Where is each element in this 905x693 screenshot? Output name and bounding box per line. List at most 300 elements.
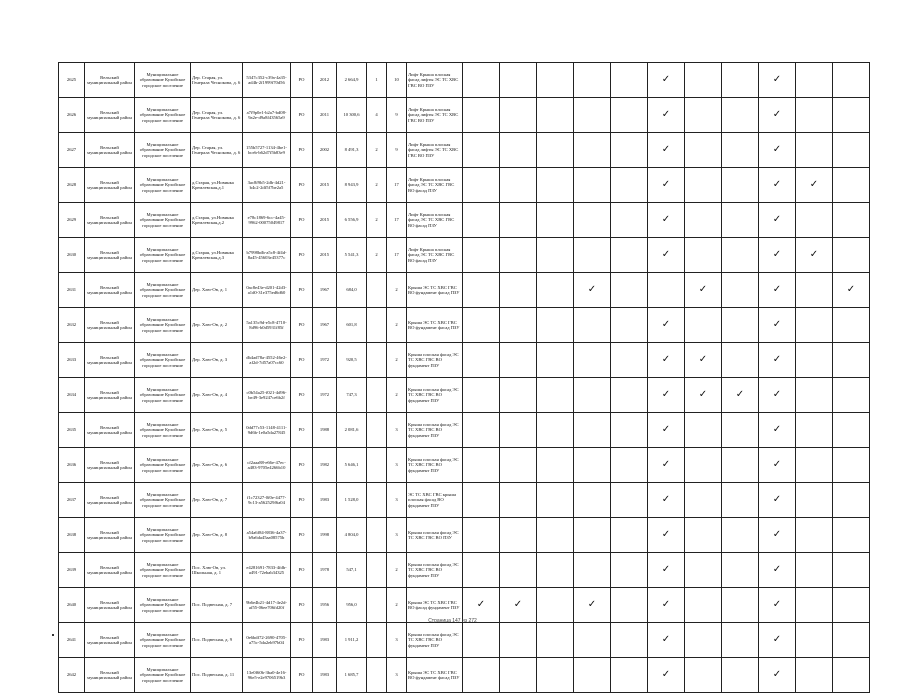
municipal-entity-cell: Муниципальное образование Кулойское городское поселение	[135, 448, 191, 483]
check-cell	[759, 98, 796, 133]
building-guid-cell: 5a135c9d-e5c8-4710-8d96-b0d5931f85f	[243, 308, 291, 343]
checkmark-icon: ✓	[772, 459, 782, 470]
apartment-count-cell: 3	[387, 518, 407, 553]
check-cell	[685, 658, 722, 693]
check-cell	[722, 553, 759, 588]
check-cell	[722, 518, 759, 553]
building-type-cell: PO	[291, 168, 313, 203]
check-cell	[833, 133, 870, 168]
total-area-cell: 2 081,6	[337, 413, 367, 448]
floor-count-cell: 2	[367, 133, 387, 168]
building-type-cell: PO	[291, 658, 313, 693]
check-cell	[796, 63, 833, 98]
floor-count-cell	[367, 518, 387, 553]
check-cell	[537, 483, 574, 518]
check-cell	[574, 168, 611, 203]
building-address-cell: Пос. Подвесная, д. 11	[191, 658, 243, 693]
table-row	[59, 168, 870, 203]
building-address-cell: Дер. Хлю-Ов, д. 8	[191, 518, 243, 553]
check-cell	[796, 308, 833, 343]
checkmark-icon: ✓	[513, 599, 523, 610]
building-type-cell: PO	[291, 133, 313, 168]
building-type-cell: PO	[291, 623, 313, 658]
checkmark-icon: ✓	[661, 389, 671, 400]
check-cell	[611, 273, 648, 308]
building-type-cell: PO	[291, 98, 313, 133]
check-cell	[648, 413, 685, 448]
total-area-cell: 920,5	[337, 343, 367, 378]
owner-district-cell: Вельский муниципальный район	[85, 238, 135, 273]
building-type-cell: PO	[291, 413, 313, 448]
build-year-cell: 1983	[313, 658, 337, 693]
apartment-count-cell: 2	[387, 273, 407, 308]
check-cell	[648, 448, 685, 483]
checkmark-icon: ✓	[661, 249, 671, 260]
table-row	[59, 623, 870, 658]
check-cell	[833, 553, 870, 588]
work-types-cell: Крыша плоская фасад ЭС ТС ХВС ГВС ВО фундамент ПЗУ	[407, 343, 463, 378]
check-cell	[463, 343, 500, 378]
work-types-cell: Лифт Крыша плоская фасад ЭС ТС ХВС ГВС ВО фасад ПЗУ	[407, 168, 463, 203]
owner-district-cell: Вельский муниципальный район	[85, 203, 135, 238]
building-type-cell: PO	[291, 273, 313, 308]
check-cell	[611, 98, 648, 133]
check-cell	[463, 413, 500, 448]
row-number-cell: 2639	[59, 553, 85, 588]
check-cell	[833, 238, 870, 273]
checkmark-icon: ✓	[772, 529, 782, 540]
municipal-entity-cell: Муниципальное образование Кулойское городское поселение	[135, 658, 191, 693]
check-cell	[648, 553, 685, 588]
apartment-count-cell: 10	[387, 63, 407, 98]
building-address-cell: Дер. Старая, ул. Генерала Чеснокова, д. 6	[191, 133, 243, 168]
row-number-cell: 2629	[59, 203, 85, 238]
total-area-cell: 5 541,3	[337, 238, 367, 273]
check-cell	[685, 308, 722, 343]
building-type-cell: PO	[291, 483, 313, 518]
check-cell	[611, 63, 648, 98]
check-cell	[759, 133, 796, 168]
municipal-entity-cell: Муниципальное образование Кулойское городское поселение	[135, 343, 191, 378]
floor-count-cell	[367, 413, 387, 448]
work-types-cell: Крыша ЭС ТС ХВС ГВС ВО фундамент фасад ПЗУ	[407, 273, 463, 308]
check-cell	[833, 343, 870, 378]
checkmark-icon: ✓	[661, 74, 671, 85]
municipal-entity-cell: Муниципальное образование Кулойское городское поселение	[135, 483, 191, 518]
row-number-cell: 2638	[59, 518, 85, 553]
floor-count-cell	[367, 448, 387, 483]
check-cell	[500, 483, 537, 518]
check-cell	[463, 658, 500, 693]
checkmark-icon: ✓	[772, 389, 782, 400]
check-cell	[833, 203, 870, 238]
owner-district-cell: Вельский муниципальный район	[85, 483, 135, 518]
check-cell	[796, 553, 833, 588]
check-cell	[685, 413, 722, 448]
check-cell	[648, 203, 685, 238]
building-address-cell: д.Старая, ул.Новинка Кремлевская,д.1	[191, 168, 243, 203]
check-cell	[722, 203, 759, 238]
check-cell	[648, 658, 685, 693]
check-cell	[796, 98, 833, 133]
check-cell	[463, 203, 500, 238]
check-cell	[611, 623, 648, 658]
work-types-cell: Крыша ЭС ТС ХВС ГВС ВО фундамент фасад ПЗУ	[407, 308, 463, 343]
check-cell	[611, 308, 648, 343]
check-cell	[759, 658, 796, 693]
municipal-entity-cell: Муниципальное образование Кулойское городское поселение	[135, 623, 191, 658]
check-cell	[574, 658, 611, 693]
check-cell	[500, 658, 537, 693]
check-cell	[574, 63, 611, 98]
check-cell	[500, 553, 537, 588]
check-cell	[648, 308, 685, 343]
municipal-entity-cell: Муниципальное образование Кулойское городское поселение	[135, 168, 191, 203]
owner-district-cell: Вельский муниципальный район	[85, 308, 135, 343]
check-cell	[796, 378, 833, 413]
check-cell	[537, 623, 574, 658]
check-cell	[833, 483, 870, 518]
checkmark-icon: ✓	[661, 144, 671, 155]
check-cell	[833, 413, 870, 448]
work-types-cell: Крыша плоская фасад ЭС ТС ХВС ГВС ВО фундамент ПЗУ	[407, 623, 463, 658]
build-year-cell: 2015	[313, 238, 337, 273]
building-type-cell: PO	[291, 553, 313, 588]
checkmark-icon: ✓	[661, 354, 671, 365]
check-cell	[537, 448, 574, 483]
total-area-cell: 6 556,9	[337, 203, 367, 238]
work-types-cell: Крыша ЭС ТС ХВС ГВС ВО фундамент фасад ПЗУ	[407, 658, 463, 693]
building-type-cell: PO	[291, 448, 313, 483]
check-cell	[648, 483, 685, 518]
build-year-cell: 1982	[313, 448, 337, 483]
building-type-cell: PO	[291, 343, 313, 378]
check-cell	[611, 448, 648, 483]
check-cell	[574, 238, 611, 273]
checkmark-icon: ✓	[772, 494, 782, 505]
work-types-cell: Крыша плоская фасад ЭС ТС ХВС ГВС ВО фундамент ПЗУ	[407, 378, 463, 413]
checkmark-icon: ✓	[661, 214, 671, 225]
building-guid-cell: db4ad78a-4552-46e2-af2d-7d57a07cc60	[243, 343, 291, 378]
building-address-cell: Пос. Хлю-Ов, ул. Школьная, д. 1	[191, 553, 243, 588]
municipal-entity-cell: Муниципальное образование Кулойское городское поселение	[135, 413, 191, 448]
check-cell	[833, 168, 870, 203]
row-number-cell: 2642	[59, 658, 85, 693]
check-cell	[574, 483, 611, 518]
check-cell	[796, 133, 833, 168]
check-cell	[463, 623, 500, 658]
check-cell	[796, 483, 833, 518]
build-year-cell: 1983	[313, 623, 337, 658]
check-cell	[722, 413, 759, 448]
page-footer: Страница 147 из 272	[428, 618, 477, 624]
owner-district-cell: Вельский муниципальный район	[85, 168, 135, 203]
total-area-cell: 5 646,1	[337, 448, 367, 483]
apartment-count-cell: 3	[387, 413, 407, 448]
work-types-cell: Лифт Крыша плоская фасад лифты ЭС ТС ХВС ГВС ВО ПЗУ	[407, 133, 463, 168]
apartment-count-cell: 17	[387, 168, 407, 203]
check-cell	[759, 203, 796, 238]
check-cell	[722, 483, 759, 518]
build-year-cell: 1998	[313, 518, 337, 553]
checkmark-icon: ✓	[698, 284, 708, 295]
table-row	[59, 63, 870, 98]
check-cell	[611, 133, 648, 168]
total-area-cell: 4 804,0	[337, 518, 367, 553]
build-year-cell: 1967	[313, 273, 337, 308]
floor-count-cell: 2	[367, 203, 387, 238]
table-row	[59, 133, 870, 168]
build-year-cell: 1956	[313, 588, 337, 623]
work-types-cell: ЭС ТС ХВС ГВС крыша плоская фасад ВО фундамент ПЗУ	[407, 483, 463, 518]
check-cell	[537, 518, 574, 553]
total-area-cell: 8 943,9	[337, 168, 367, 203]
check-cell	[833, 518, 870, 553]
check-cell	[537, 98, 574, 133]
municipal-entity-cell: Муниципальное образование Кулойское городское поселение	[135, 63, 191, 98]
check-cell	[574, 553, 611, 588]
build-year-cell: 2015	[313, 168, 337, 203]
check-cell	[796, 448, 833, 483]
building-guid-cell: a7f9p0e1-b2a7-bd08-9a2e-d9a8f43565a9	[243, 98, 291, 133]
check-cell	[463, 483, 500, 518]
check-cell	[685, 168, 722, 203]
owner-district-cell: Вельский муниципальный район	[85, 133, 135, 168]
check-cell	[722, 448, 759, 483]
checkmark-icon: ✓	[661, 669, 671, 680]
row-number-cell: 2627	[59, 133, 85, 168]
building-address-cell: Дер. Старая, ул. Генерала Чеснокова, д. 6	[191, 63, 243, 98]
checkmark-icon: ✓	[587, 284, 597, 295]
check-cell	[500, 63, 537, 98]
check-cell	[796, 518, 833, 553]
check-cell	[685, 63, 722, 98]
table-row	[59, 203, 870, 238]
check-cell	[537, 658, 574, 693]
table-row	[59, 273, 870, 308]
check-cell	[574, 308, 611, 343]
work-types-cell: Лифт Крыша плоская фасад лифты ЭС ТС ХВС ГВС ВО ПЗУ	[407, 98, 463, 133]
check-cell	[722, 658, 759, 693]
building-guid-cell: 3ac8f9b5-2db-4d21-b4c2-2df5f7be2a5	[243, 168, 291, 203]
check-cell	[722, 273, 759, 308]
table-row	[59, 483, 870, 518]
check-cell	[463, 63, 500, 98]
checkmark-icon: ✓	[772, 249, 782, 260]
check-cell	[759, 343, 796, 378]
owner-district-cell: Вельский муниципальный район	[85, 98, 135, 133]
register-table	[58, 62, 870, 693]
row-number-cell: 2633	[59, 343, 85, 378]
build-year-cell: 1972	[313, 343, 337, 378]
check-cell	[611, 553, 648, 588]
check-cell	[500, 378, 537, 413]
check-cell	[500, 238, 537, 273]
check-cell	[463, 518, 500, 553]
check-cell	[500, 203, 537, 238]
check-cell	[722, 238, 759, 273]
building-guid-cell: c0b54a25-f021-4d96-be49-3e9247ce6b2f	[243, 378, 291, 413]
total-area-cell: 1 685,7	[337, 658, 367, 693]
checkmark-icon: ✓	[661, 109, 671, 120]
total-area-cell: 8 491,3	[337, 133, 367, 168]
checkmark-icon: ✓	[772, 109, 782, 120]
check-cell	[463, 168, 500, 203]
check-cell	[611, 658, 648, 693]
building-guid-cell: e78c1869-6cc-4a45-9962-00075049817	[243, 203, 291, 238]
building-guid-cell: 9b6e4b21-4d17-4e2d-af55-06ee706fd20f	[243, 588, 291, 623]
check-cell	[685, 98, 722, 133]
check-cell	[833, 308, 870, 343]
register-rows	[59, 63, 870, 693]
check-cell	[574, 448, 611, 483]
check-cell	[463, 553, 500, 588]
municipal-entity-cell: Муниципальное образование Кулойское городское поселение	[135, 308, 191, 343]
check-cell	[759, 623, 796, 658]
floor-count-cell	[367, 308, 387, 343]
check-cell	[796, 273, 833, 308]
table-row	[59, 98, 870, 133]
check-cell	[537, 168, 574, 203]
check-cell	[833, 448, 870, 483]
checkmark-icon: ✓	[809, 179, 819, 190]
floor-count-cell	[367, 273, 387, 308]
checkmark-icon: ✓	[846, 284, 856, 295]
building-guid-cell: a54a6f84-8836-4a37-b9a6da45aa08575b	[243, 518, 291, 553]
row-number-cell: 2635	[59, 413, 85, 448]
check-cell	[648, 518, 685, 553]
check-cell	[463, 308, 500, 343]
work-types-cell: Крыша плоская фасад ЭС ТС ХВС ГВС ВО фундамент ПЗУ	[407, 553, 463, 588]
check-cell	[611, 238, 648, 273]
owner-district-cell: Вельский муниципальный район	[85, 553, 135, 588]
apartment-count-cell: 17	[387, 238, 407, 273]
check-cell	[685, 448, 722, 483]
checkmark-icon: ✓	[772, 634, 782, 645]
checkmark-icon: ✓	[698, 389, 708, 400]
building-guid-cell: 155b5727-1134-4be1-bceb-b62d7f5b83e9	[243, 133, 291, 168]
check-cell	[537, 413, 574, 448]
checkmark-icon: ✓	[772, 319, 782, 330]
check-cell	[611, 203, 648, 238]
apartment-count-cell: 2	[387, 308, 407, 343]
building-address-cell: Дер. Старая, ул. Генерала Чеснокова, д. 6	[191, 98, 243, 133]
check-cell	[759, 273, 796, 308]
check-cell	[574, 378, 611, 413]
apartment-count-cell: 3	[387, 448, 407, 483]
check-cell	[463, 273, 500, 308]
building-guid-cell: cf2aaa88-e66e-47ec-a483-9705e4266b10	[243, 448, 291, 483]
municipal-entity-cell: Муниципальное образование Кулойское городское поселение	[135, 238, 191, 273]
checkmark-icon: ✓	[587, 599, 597, 610]
checkmark-icon: ✓	[661, 599, 671, 610]
building-address-cell: Дер. Хлю-Ов, д. 6	[191, 448, 243, 483]
build-year-cell: 2012	[313, 63, 337, 98]
table-row	[59, 238, 870, 273]
check-cell	[685, 273, 722, 308]
check-cell	[574, 518, 611, 553]
build-year-cell: 1983	[313, 483, 337, 518]
build-year-cell: 1988	[313, 413, 337, 448]
municipal-entity-cell: Муниципальное образование Кулойское городское поселение	[135, 273, 191, 308]
building-guid-cell: 13e0f60b-3ba0-4e16-96e5-e2e9706519b3	[243, 658, 291, 693]
building-address-cell: д.Старая, ул.Новинка Кремлевская,д.3	[191, 238, 243, 273]
check-cell	[537, 203, 574, 238]
check-cell	[648, 168, 685, 203]
total-area-cell: 1 911,2	[337, 623, 367, 658]
build-year-cell: 2011	[313, 98, 337, 133]
checkmark-icon: ✓	[772, 144, 782, 155]
municipal-entity-cell: Муниципальное образование Кулойское городское поселение	[135, 203, 191, 238]
check-cell	[537, 553, 574, 588]
check-cell	[722, 98, 759, 133]
checkmark-icon: ✓	[661, 179, 671, 190]
checkmark-icon: ✓	[661, 494, 671, 505]
building-type-cell: PO	[291, 238, 313, 273]
build-year-cell: 1967	[313, 308, 337, 343]
check-cell	[611, 483, 648, 518]
check-cell	[833, 98, 870, 133]
owner-district-cell: Вельский муниципальный район	[85, 588, 135, 623]
building-type-cell: PO	[291, 308, 313, 343]
table-row	[59, 378, 870, 413]
apartment-count-cell: 2	[387, 588, 407, 623]
total-area-cell: 1 528,0	[337, 483, 367, 518]
building-address-cell: Дер. Хлю-Ов, д. 4	[191, 378, 243, 413]
check-cell	[648, 343, 685, 378]
row-number-cell: 2634	[59, 378, 85, 413]
check-cell	[685, 553, 722, 588]
check-cell	[833, 623, 870, 658]
check-cell	[685, 133, 722, 168]
check-cell	[648, 623, 685, 658]
check-cell	[611, 343, 648, 378]
owner-district-cell: Вельский муниципальный район	[85, 623, 135, 658]
total-area-cell: 2 664,9	[337, 63, 367, 98]
check-cell	[574, 343, 611, 378]
check-cell	[574, 273, 611, 308]
checkmark-icon: ✓	[772, 284, 782, 295]
checkmark-icon: ✓	[661, 319, 671, 330]
checkmark-icon: ✓	[772, 179, 782, 190]
check-cell	[722, 133, 759, 168]
check-cell	[759, 553, 796, 588]
floor-count-cell: 2	[367, 168, 387, 203]
building-type-cell: PO	[291, 588, 313, 623]
floor-count-cell	[367, 623, 387, 658]
checkmark-icon: ✓	[661, 424, 671, 435]
check-cell	[648, 98, 685, 133]
build-year-cell: 1978	[313, 553, 337, 588]
check-cell	[722, 623, 759, 658]
check-cell	[500, 273, 537, 308]
apartment-count-cell: 3	[387, 658, 407, 693]
floor-count-cell: 1	[367, 63, 387, 98]
row-number-cell: 2637	[59, 483, 85, 518]
check-cell	[500, 308, 537, 343]
building-guid-cell: 5347c352-c39a-4a35-ad4b-2f1999f70d56	[243, 63, 291, 98]
apartment-count-cell: 2	[387, 343, 407, 378]
check-cell	[759, 63, 796, 98]
municipal-entity-cell: Муниципальное образование Кулойское городское поселение	[135, 553, 191, 588]
check-cell	[611, 378, 648, 413]
municipal-entity-cell: Муниципальное образование Кулойское городское поселение	[135, 518, 191, 553]
check-cell	[685, 378, 722, 413]
check-cell	[759, 168, 796, 203]
table-row	[59, 658, 870, 693]
check-cell	[574, 98, 611, 133]
building-type-cell: PO	[291, 203, 313, 238]
